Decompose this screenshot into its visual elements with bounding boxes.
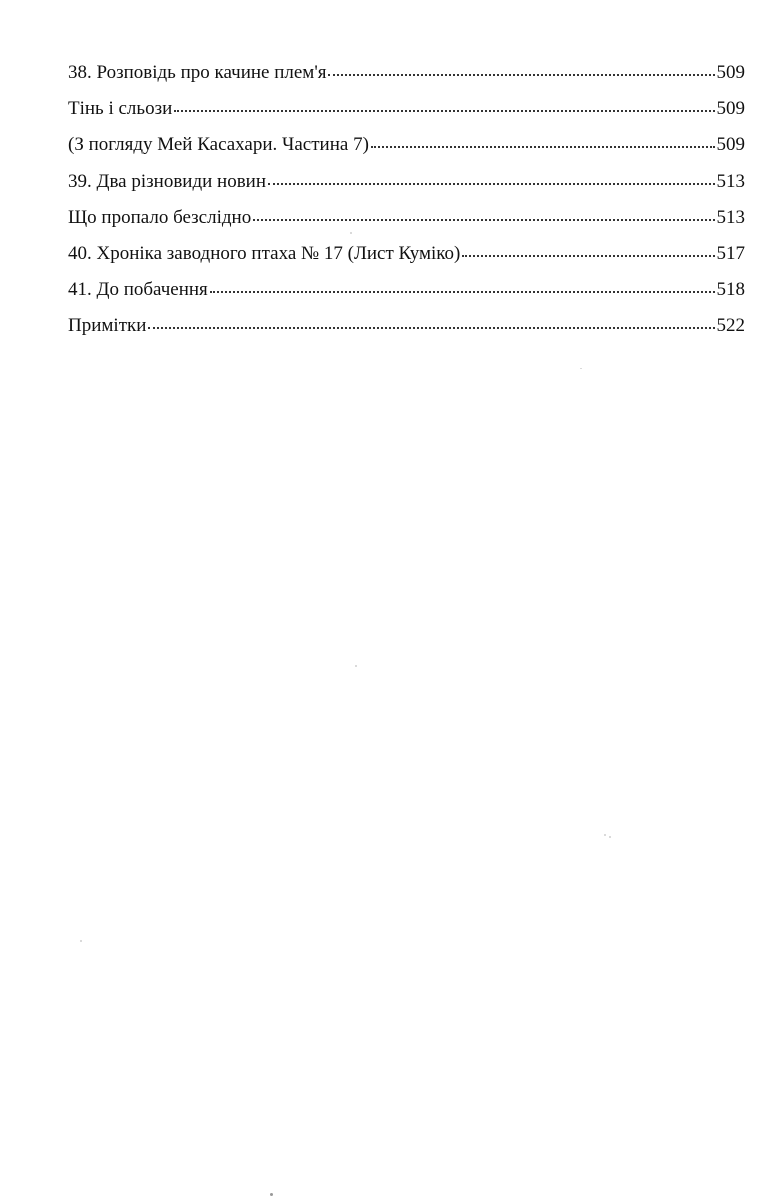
toc-entry — [68, 236, 745, 272]
toc-dot-leader — [253, 219, 714, 221]
toc-dot-leader — [268, 183, 714, 185]
toc-entry — [68, 308, 745, 344]
toc-entry-page: 509 — [716, 98, 745, 120]
toc-dot-leader — [210, 291, 715, 293]
toc-entry-page: 509 — [716, 62, 745, 83]
toc-entry — [68, 272, 745, 308]
toc-entry-page: 509 — [716, 134, 745, 156]
toc-entry-title: (З погляду Мей Касахари. Частина 7) — [68, 134, 369, 156]
toc-entry-page: 517 — [716, 242, 745, 264]
toc-dot-leader — [462, 255, 714, 257]
toc-entry-title: 41. До побачення — [68, 279, 208, 301]
scan-speck — [609, 836, 611, 838]
toc-entry — [68, 200, 745, 236]
toc-entry — [68, 91, 745, 127]
toc-entry-title: Тінь і сльози — [68, 98, 173, 120]
toc-entry-title: 39. Два різновиди новин — [68, 170, 267, 192]
toc-entry — [68, 164, 745, 200]
scan-speck — [270, 1193, 273, 1196]
toc-entry-title: 38. Розповідь про качине плем'я — [68, 62, 327, 83]
toc-dot-leader — [328, 74, 714, 76]
toc-entry-page: 522 — [716, 315, 745, 337]
toc-entry-page: 513 — [716, 170, 745, 192]
toc-dot-leader — [371, 146, 715, 148]
toc-entry-title: Примітки — [68, 315, 147, 337]
scan-speck — [355, 665, 357, 667]
toc-entry-title: Що пропало безслідно — [68, 206, 252, 228]
toc-dot-leader — [174, 110, 714, 112]
toc-entry — [68, 127, 745, 163]
toc-entry — [68, 55, 745, 91]
scan-speck — [580, 368, 582, 369]
scan-speck — [350, 232, 352, 234]
table-of-contents — [68, 55, 745, 345]
scan-speck — [80, 940, 82, 942]
toc-entry-page: 513 — [716, 206, 745, 228]
toc-entry-page: 518 — [716, 279, 745, 301]
toc-dot-leader — [148, 327, 714, 329]
toc-entry-title: 40. Хроніка заводного птаха № 17 (Лист Куміко) — [68, 242, 461, 264]
scan-speck — [604, 834, 606, 836]
